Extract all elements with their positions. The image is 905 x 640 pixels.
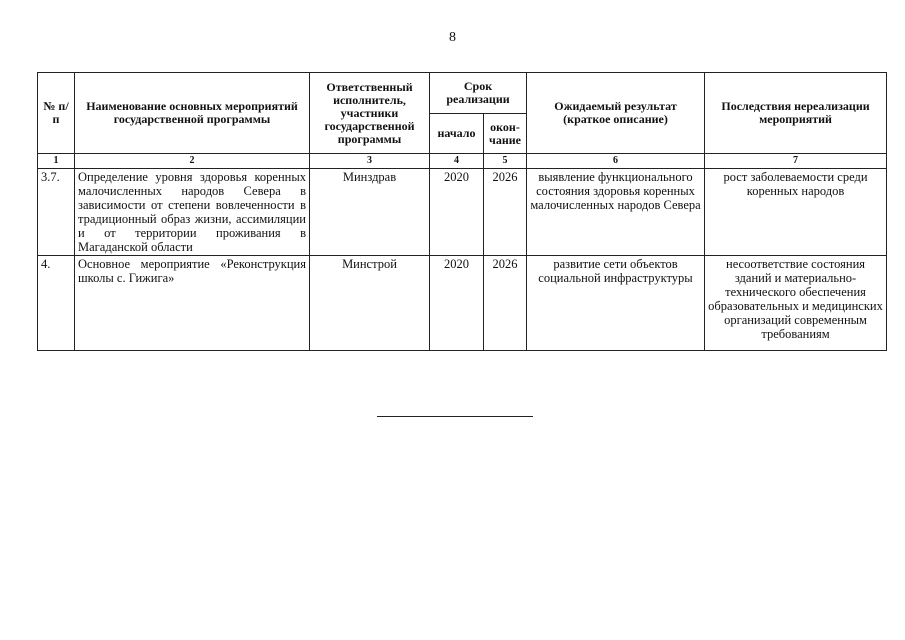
header-name: Наименование основных мероприятий государственной программы <box>75 73 310 154</box>
row-start: 2020 <box>430 256 484 351</box>
header-consequences: Последствия нереализации мероприятий <box>705 73 887 154</box>
column-number: 6 <box>527 154 705 169</box>
row-name: Основное мероприятие «Реконструкция школы с. Гижига» <box>75 256 310 351</box>
row-consequences: несоответствие состояния зданий и материально-технического обеспечения образовательных и медицинских организаций современным требованиям <box>705 256 887 351</box>
page-number: 8 <box>449 30 456 45</box>
row-end: 2026 <box>484 256 527 351</box>
header-start: начало <box>430 114 484 154</box>
column-number: 3 <box>310 154 430 169</box>
row-num: 4. <box>38 256 75 351</box>
column-number: 4 <box>430 154 484 169</box>
row-start: 2020 <box>430 169 484 256</box>
row-consequences: рост заболеваемости среди коренных народов <box>705 169 887 256</box>
header-row <box>38 73 887 114</box>
row-responsible: Минстрой <box>310 256 430 351</box>
table-row <box>38 256 887 351</box>
table-row <box>38 169 887 256</box>
column-number: 1 <box>38 154 75 169</box>
column-number: 2 <box>75 154 310 169</box>
row-name: Определение уровня здоровья коренных малочисленных народов Севера в зависимости от степени вовлеченности в традиционный образ жизни, ассимиляции и от территории проживания в Магаданской области <box>75 169 310 256</box>
header-num: № п/п <box>38 73 75 154</box>
header-result: Ожидаемый результат (краткое описание) <box>527 73 705 154</box>
header-period: Срок реализации <box>430 73 527 114</box>
row-num: 3.7. <box>38 169 75 256</box>
header-end: окон-чание <box>484 114 527 154</box>
program-activities-table <box>37 72 887 351</box>
row-responsible: Минздрав <box>310 169 430 256</box>
header-responsible: Ответственный исполнитель, участники государственной программы <box>310 73 430 154</box>
row-result: развитие сети объектов социальной инфраструктуры <box>527 256 705 351</box>
row-end: 2026 <box>484 169 527 256</box>
row-result: выявление функционального состояния здоровья коренных малочисленных народов Севера <box>527 169 705 256</box>
column-number: 5 <box>484 154 527 169</box>
column-number: 7 <box>705 154 887 169</box>
closing-divider <box>377 416 533 417</box>
column-numbers-row <box>38 154 887 169</box>
